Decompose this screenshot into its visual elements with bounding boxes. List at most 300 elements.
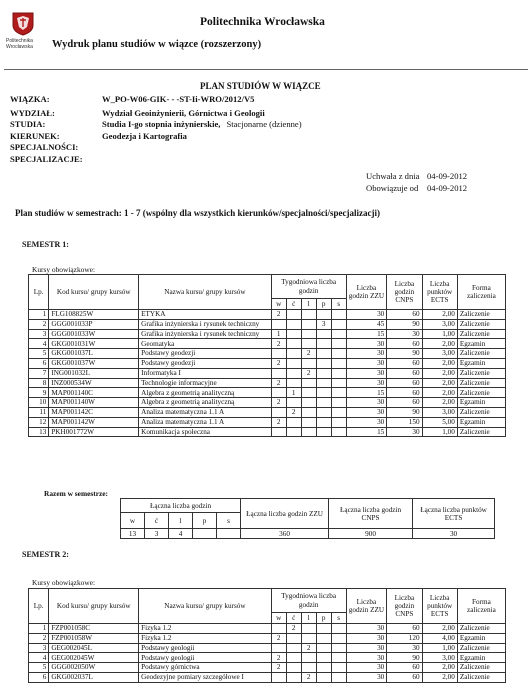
course-lp: 1 [29,624,49,634]
hours-s [331,407,346,417]
hours-zzu: 30 [346,349,387,359]
hours-w [271,319,286,329]
assessment-form: Zaliczenie [457,427,505,437]
logo-caption-line-2: Wrocławska [6,44,33,50]
course-name: Algebra z geometrią analityczną [139,388,272,398]
hours-c [286,358,301,368]
hours-p: 3 [316,319,331,329]
hours-zzu: 30 [346,339,387,349]
col-w: w [271,613,286,624]
col-l: l [301,299,316,310]
col-tygodniowa: Tygodniowa liczba godzin [271,275,346,299]
hours-l [301,329,316,339]
course-lp: 2 [29,633,49,643]
hours-zzu: 30 [346,672,387,682]
table-row [29,653,506,663]
hours-l [301,624,316,634]
hours-c [286,633,301,643]
col-forma: Forma zaliczenia [457,275,505,310]
course-code: FLG108825W [49,310,139,320]
meta-label: WYDZIAŁ: [10,107,55,118]
table-row [29,407,506,417]
hours-l [301,407,316,417]
hours-l [301,653,316,663]
hours-cnps: 60 [387,378,422,388]
meta-row-kierunek [10,131,520,143]
ects-points: 2,00 [422,663,457,673]
course-name: Podstawy geodezji [139,358,272,368]
hours-w [271,407,286,417]
hours-l [301,319,316,329]
course-code: GGG002050W [49,663,139,673]
hours-p [316,643,331,653]
hours-s [331,672,346,682]
header-divider [4,69,528,70]
hours-l [301,388,316,398]
sum-cnps: 900 [329,529,413,539]
document-header [0,0,532,72]
assessment-form: Egzamin [457,633,505,643]
hours-s [331,388,346,398]
hours-l: 2 [301,672,316,682]
meta-row-studia [10,119,520,131]
ects-points: 2,00 [422,310,457,320]
col-kod: Kod kursu/ grupy kursów [49,589,139,624]
hours-p [316,624,331,634]
course-lp: 10 [29,398,49,408]
hours-w [271,624,286,634]
studia-level: Studia I-go stopnia inżynierskie, [102,119,221,129]
semester-1-razem-label: Razem w semestrze: [44,489,109,498]
hours-s [331,398,346,408]
ects-points: 3,00 [422,653,457,663]
col-s: s [331,299,346,310]
sum-p [193,529,217,539]
hours-l: 2 [301,643,316,653]
sum-col-c: ć [145,513,169,529]
meta-label: WIĄZKA: [10,94,50,104]
hours-c [286,643,301,653]
semester-1-summary-table [120,498,495,539]
hours-zzu: 30 [346,310,387,320]
table-row [29,427,506,437]
ects-points: 3,00 [422,319,457,329]
hours-c [286,663,301,673]
sum-col-l: l [169,513,193,529]
hours-l: 2 [301,368,316,378]
table-row [29,310,506,320]
hours-p [316,663,331,673]
hours-c [286,417,301,427]
hours-w: 2 [271,398,286,408]
course-lp: 6 [29,358,49,368]
obowiazuje-date [366,182,467,194]
course-code: GKG001037W [49,358,139,368]
course-lp: 2 [29,319,49,329]
course-lp: 1 [29,310,49,320]
semester-2-title: SEMESTR 2: [22,550,69,559]
course-code: GGG001033W [49,329,139,339]
col-ects: Liczba punktów ECTS [422,275,457,310]
hours-w: 2 [271,310,286,320]
hours-s [331,358,346,368]
hours-w [271,427,286,437]
plan-title: PLAN STUDIÓW W WIĄZCE [200,81,321,91]
course-code: GEG002045L [49,643,139,653]
assessment-form: Zaliczenie [457,388,505,398]
meta-label: STUDIA: [10,119,46,129]
assessment-form: Zaliczenie [457,663,505,673]
col-cnps: Liczba godzin CNPS [387,275,422,310]
hours-p [316,388,331,398]
ects-points: 2,00 [422,672,457,682]
hours-c: 2 [286,407,301,417]
sum-col-w: w [121,513,145,529]
hours-zzu: 30 [346,358,387,368]
hours-s [331,329,346,339]
university-name: Politechnika Wrocławska [200,16,325,28]
ects-points: 2,00 [422,388,457,398]
course-code: INZ000534W [49,378,139,388]
hours-l [301,427,316,437]
table-row [29,398,506,408]
assessment-form: Zaliczenie [457,624,505,634]
col-c: ć [286,299,301,310]
hours-cnps: 60 [387,624,422,634]
hours-w: 2 [271,358,286,368]
table-row [29,643,506,653]
hours-cnps: 60 [387,672,422,682]
semester-2-rows [29,624,506,683]
course-name: Podstawy geologii [139,653,272,663]
hours-zzu: 30 [346,378,387,388]
hours-p [316,339,331,349]
col-tygodniowa: Tygodniowa liczba godzin [271,589,346,613]
hours-p [316,633,331,643]
assessment-form: Zaliczenie [457,310,505,320]
uchwala-label: Uchwała z dnia [366,171,420,181]
meta-row-wydzial [10,108,520,120]
hours-s [331,319,346,329]
hours-w: 1 [271,329,286,339]
hours-l: 2 [301,349,316,359]
hours-l [301,398,316,408]
studia-form: Stacjonarne (dzienne) [226,119,302,129]
hours-l [301,310,316,320]
meta-value-wiazka: W_PO-W06-GIK- - -ST-Ii-WRO/2012/V5 [102,94,255,104]
course-code: GGG001033P [49,319,139,329]
hours-l [301,339,316,349]
course-lp: 4 [29,653,49,663]
hours-zzu: 45 [346,319,387,329]
hours-s [331,368,346,378]
col-lp: Lp. [29,589,49,624]
course-name: Algebra z geometrią analityczną [139,398,272,408]
col-zzu: Liczba godzin ZZU [346,589,387,624]
course-name: Technologie informacyjne [139,378,272,388]
assessment-form: Zaliczenie [457,368,505,378]
hours-w [271,643,286,653]
semester-1-title: SEMESTR 1: [22,240,69,249]
hours-p [316,417,331,427]
sum-col-s: s [217,513,241,529]
hours-cnps: 60 [387,310,422,320]
hours-cnps: 90 [387,349,422,359]
assessment-form: Egzamin [457,358,505,368]
hours-c [286,653,301,663]
logo-caption [6,38,46,50]
hours-c [286,349,301,359]
logo-caption-line-1: Politechnika [6,38,33,44]
hours-p [316,672,331,682]
hours-c: 2 [286,624,301,634]
hours-s [331,417,346,427]
obowiazuje-label: Obowiązuje od [366,183,419,193]
course-lp: 11 [29,407,49,417]
course-lp: 6 [29,672,49,682]
ects-points: 2,00 [422,378,457,388]
course-name: Geomatyka [139,339,272,349]
meta-row-specjalizacje [10,154,520,166]
semester-plan-title: Plan studiów w semestrach: 1 - 7 (wspólny dla wszystkich kierunków/specjalności/specjalizacji) [15,208,380,218]
hours-s [331,663,346,673]
course-name: Geodezyjne pomiary szczegółowe I [139,672,272,682]
col-p: p [316,299,331,310]
course-name: Komunikacja społeczna [139,427,272,437]
course-code: MAP001140C [49,388,139,398]
hours-w: 2 [271,378,286,388]
meta-label: SPECJALIZACJE: [10,153,83,164]
assessment-form: Egzamin [457,653,505,663]
col-cnps: Liczba godzin CNPS [387,589,422,624]
hours-w: 2 [271,653,286,663]
course-name: ETYKA [139,310,272,320]
assessment-form: Zaliczenie [457,329,505,339]
hours-w [271,349,286,359]
hours-zzu: 30 [346,633,387,643]
course-lp: 8 [29,378,49,388]
hours-c [286,310,301,320]
hours-c [286,368,301,378]
hours-c: 1 [286,388,301,398]
semester-1-rows [29,310,506,437]
course-lp: 3 [29,329,49,339]
hours-p [316,329,331,339]
course-code: GKG001031W [49,339,139,349]
course-lp: 12 [29,417,49,427]
hours-s [331,310,346,320]
hours-w [271,672,286,682]
hours-cnps: 60 [387,663,422,673]
assessment-form: Egzamin [457,339,505,349]
hours-zzu: 15 [346,388,387,398]
hours-cnps: 150 [387,417,422,427]
hours-s [331,643,346,653]
hours-zzu: 30 [346,643,387,653]
col-nazwa: Nazwa kursu/ grupy kursów [139,589,272,624]
hours-s [331,653,346,663]
hours-p [316,349,331,359]
hours-p [316,398,331,408]
course-code: PKH001772W [49,427,139,437]
hours-zzu: 15 [346,329,387,339]
hours-w [271,388,286,398]
course-code: MAP001142W [49,417,139,427]
table-row [29,672,506,682]
university-crest-icon [12,12,34,36]
hours-w: 2 [271,663,286,673]
hours-w: 2 [271,417,286,427]
course-name: Analiza matematyczna 1.1 A [139,407,272,417]
ects-points: 2,00 [422,358,457,368]
hours-zzu: 30 [346,368,387,378]
hours-c [286,319,301,329]
sum-zzu: 360 [241,529,329,539]
semester-2-course-table [28,588,506,683]
course-code: FZP001058W [49,633,139,643]
table-row [29,417,506,427]
hours-cnps: 60 [387,339,422,349]
course-lp: 3 [29,643,49,653]
course-code: GKG001037L [49,349,139,359]
university-logo [6,12,46,50]
plan-metadata [10,94,520,165]
course-lp: 5 [29,349,49,359]
table-row [29,329,506,339]
hours-l [301,378,316,388]
semester-1-course-table [28,274,506,437]
semester-2-kursy-label: Kursy obowiązkowe: [32,578,96,587]
table-row [29,624,506,634]
uchwala-value: 04-09-2012 [427,171,468,181]
course-lp: 5 [29,663,49,673]
table-row [29,388,506,398]
resolution-dates [366,170,467,194]
hours-cnps: 30 [387,643,422,653]
hours-p [316,368,331,378]
meta-value-kierunek: Geodezja i Kartografia [102,130,187,141]
sum-w: 13 [121,529,145,539]
col-s: s [331,613,346,624]
col-l: l [301,613,316,624]
sum-zzu-header: Łączna liczba godzin ZZU [241,499,329,529]
table-row [29,349,506,359]
assessment-form: Zaliczenie [457,319,505,329]
assessment-form: Zaliczenie [457,643,505,653]
hours-cnps: 60 [387,358,422,368]
course-name: Grafika inżynierska i rysunek techniczny [139,329,272,339]
meta-value-studia [102,119,520,131]
hours-zzu: 30 [346,663,387,673]
hours-l [301,358,316,368]
ects-points: 2,00 [422,624,457,634]
assessment-form: Zaliczenie [457,672,505,682]
hours-c [286,378,301,388]
hours-zzu: 30 [346,417,387,427]
meta-value-wydzial: Wydział Geoinżynierii, Górnictwa i Geologii [102,107,265,118]
hours-cnps: 30 [387,329,422,339]
ects-points: 2,00 [422,398,457,408]
col-w: w [271,299,286,310]
col-ects: Liczba punktów ECTS [422,589,457,624]
meta-label: KIERUNEK: [10,130,60,141]
course-name: Podstawy geodezji [139,349,272,359]
table-row [29,663,506,673]
sum-ects-header: Łączna liczba punktów ECTS [413,499,495,529]
meta-row-specjalnosci [10,142,520,154]
course-code: GKG002037L [49,672,139,682]
hours-s [331,633,346,643]
ects-points: 3,00 [422,349,457,359]
hours-cnps: 90 [387,653,422,663]
course-code: MAP001142C [49,407,139,417]
table-row [29,319,506,329]
course-code: ING001032L [49,368,139,378]
hours-s [331,624,346,634]
meta-row-wiazka [10,94,520,106]
hours-zzu: 30 [346,398,387,408]
col-c: ć [286,613,301,624]
table-row [29,378,506,388]
table-row [29,358,506,368]
ects-points: 1,00 [422,643,457,653]
assessment-form: Egzamin [457,398,505,408]
hours-s [331,349,346,359]
col-lp: Lp. [29,275,49,310]
ects-points: 4,00 [422,633,457,643]
hours-cnps: 60 [387,398,422,408]
sum-ects: 30 [413,529,495,539]
sum-s [217,529,241,539]
col-p: p [316,613,331,624]
course-lp: 9 [29,388,49,398]
hours-p [316,407,331,417]
col-nazwa: Nazwa kursu/ grupy kursów [139,275,272,310]
course-code: FZP001058C [49,624,139,634]
sum-col-p: p [193,513,217,529]
ects-points: 2,00 [422,339,457,349]
course-lp: 13 [29,427,49,437]
uchwala-date [366,170,467,182]
course-name: Podstawy geologii [139,643,272,653]
hours-w [271,368,286,378]
ects-points: 2,00 [422,368,457,378]
hours-w: 2 [271,339,286,349]
obowiazuje-value: 04-09-2012 [427,183,468,193]
ects-points: 5,00 [422,417,457,427]
hours-w: 2 [271,633,286,643]
ects-points: 3,00 [422,407,457,417]
hours-c [286,329,301,339]
sum-laczna-header: Łączna liczba godzin [121,499,241,513]
hours-l [301,633,316,643]
hours-l [301,417,316,427]
course-name: Analiza matematyczna 1.1 A [139,417,272,427]
hours-zzu: 30 [346,653,387,663]
hours-s [331,339,346,349]
course-name: Podstawy górnictwa [139,663,272,673]
course-code: MAP001140W [49,398,139,408]
hours-c [286,427,301,437]
course-code: GEG002045W [49,653,139,663]
assessment-form: Zaliczenie [457,407,505,417]
semester-1-kursy-label: Kursy obowiązkowe: [32,265,96,274]
hours-cnps: 90 [387,319,422,329]
course-name: Grafika inżynierska i rysunek techniczny [139,319,272,329]
hours-zzu: 30 [346,624,387,634]
assessment-form: Zaliczenie [457,349,505,359]
ects-points: 1,00 [422,427,457,437]
